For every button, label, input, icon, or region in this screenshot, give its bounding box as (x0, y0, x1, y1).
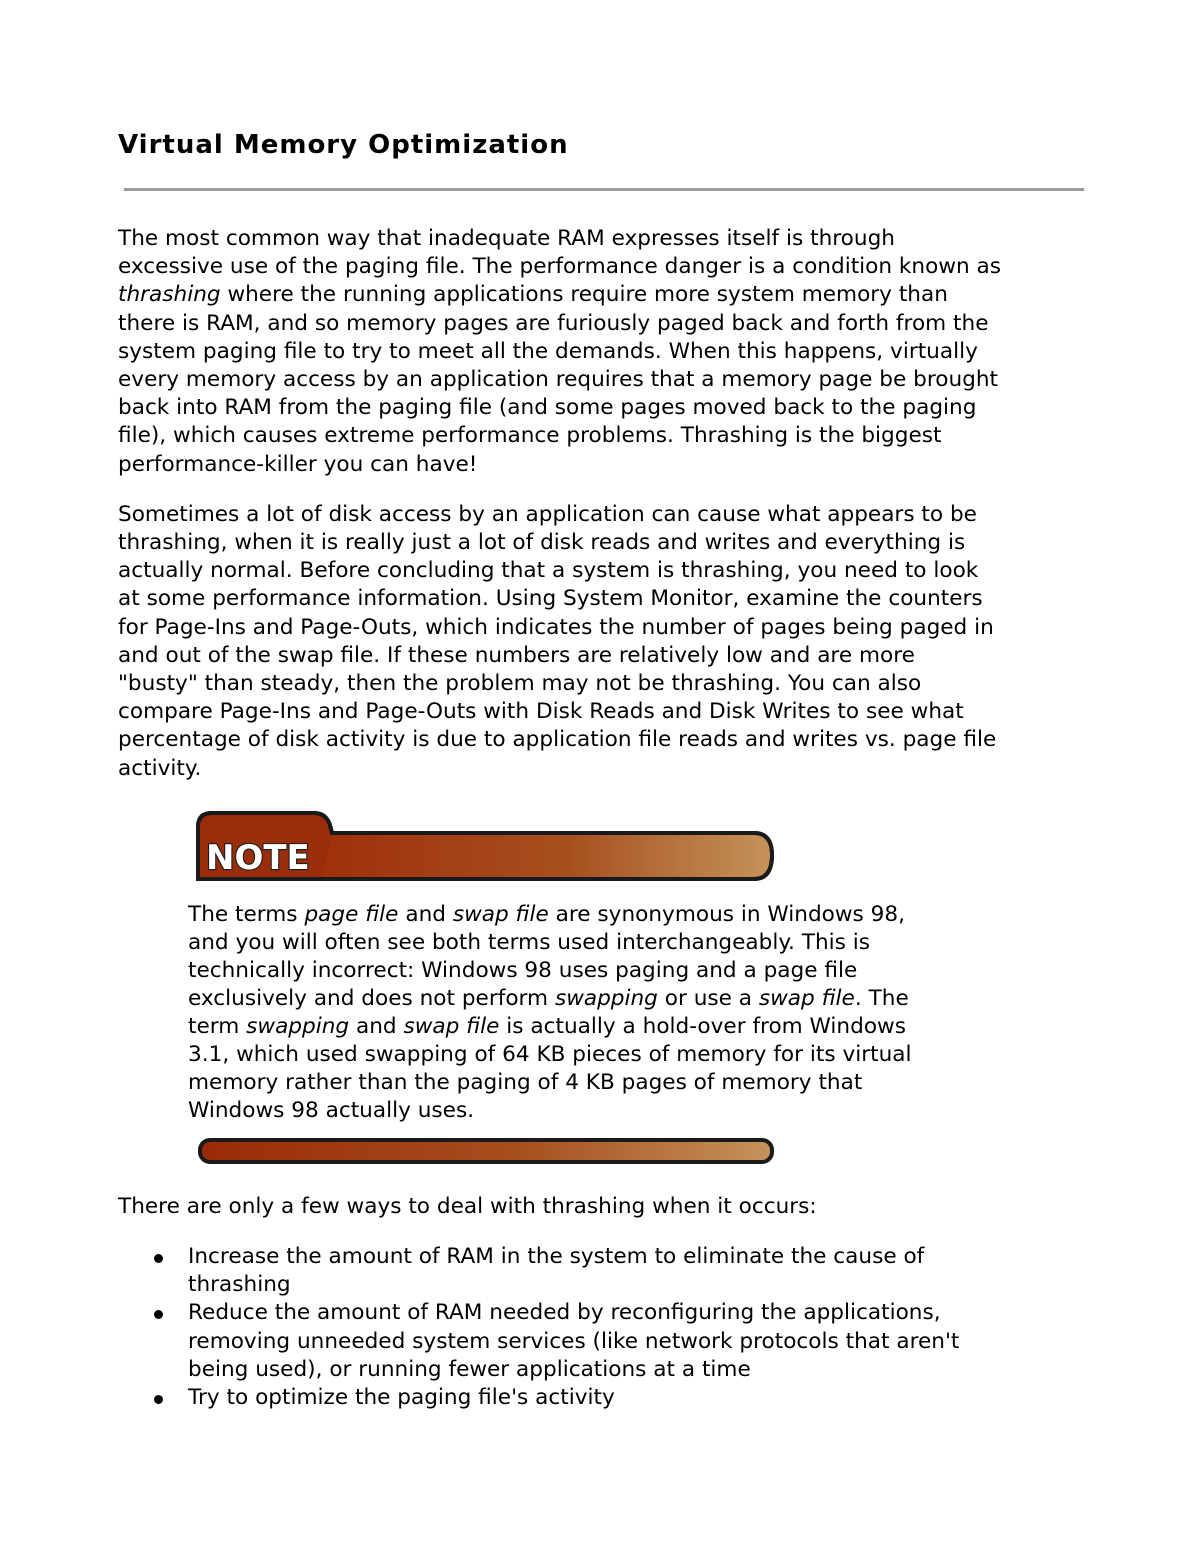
text-run: is actually a hold-over from Windows (499, 1013, 906, 1039)
text-run: where the running applications require more system memory than (220, 282, 948, 308)
italic-term: swap file (758, 985, 855, 1011)
text-run: thrashing, when it is really just a lot of disk reads and writes and everything is (118, 530, 966, 556)
text-line (118, 557, 1088, 585)
text-run: and (349, 1013, 404, 1039)
text-run: performance-killer you can have! (118, 451, 478, 477)
text-run: back into RAM from the paging file (and some pages moved back to the paging (118, 395, 977, 421)
text-run: thrashing (188, 1272, 291, 1298)
paragraph-disk-access (118, 501, 1088, 783)
text-line (188, 901, 906, 929)
text-line (188, 1069, 863, 1097)
text-line (188, 1013, 906, 1041)
text-line (118, 281, 1088, 309)
text-line (118, 310, 1088, 338)
text-run: and out of the swap file. If these numbers are relatively low and are more (118, 642, 915, 668)
italic-term: page file (304, 901, 399, 927)
text-line (118, 585, 1088, 613)
text-line (118, 726, 1088, 754)
bullet-dot-icon (154, 1254, 163, 1263)
list-item (188, 1299, 1088, 1384)
text-line (118, 529, 1088, 557)
text-line (118, 670, 1088, 698)
list-item (188, 1243, 1088, 1299)
bullet-dot-icon (154, 1395, 163, 1404)
text-line (188, 1328, 1088, 1356)
text-line (118, 698, 1088, 726)
text-line (188, 1271, 1088, 1299)
text-run: at some performance information. Using System Monitor, examine the counters (118, 586, 983, 612)
text-run: Increase the amount of RAM in the system to eliminate the cause of (188, 1244, 925, 1270)
text-run: and you will often see both terms used interchangeably. This is (188, 929, 871, 955)
text-line (188, 1356, 1088, 1384)
document-page (118, 122, 1088, 1412)
text-run: term (188, 1013, 247, 1039)
text-run: activity. (118, 755, 202, 781)
text-line (118, 1193, 1088, 1221)
note-box (188, 809, 912, 1167)
note-text (188, 901, 912, 1125)
text-run: Windows 98 actually uses. (188, 1097, 475, 1123)
text-run: percentage of disk activity is due to application file reads and writes vs. page file (118, 727, 997, 753)
text-run: removing unneeded system services (like network protocols that aren't (188, 1328, 960, 1354)
text-line (188, 1243, 1088, 1271)
text-run: actually normal. Before concluding that a system is thrashing, you need to look (118, 558, 979, 584)
text-line (118, 338, 1088, 366)
paragraph-thrashing-intro (118, 225, 1088, 479)
text-run: Reduce the amount of RAM needed by reconfiguring the applications, (188, 1300, 941, 1326)
text-line (188, 929, 871, 957)
text-run: there is RAM, and so memory pages are furiously paged back and forth from the (118, 310, 989, 336)
text-run: every memory access by an application requires that a memory page be brought (118, 367, 998, 393)
paragraph-ways-intro (118, 1193, 1088, 1221)
text-run: are synonymous in Windows 98, (548, 901, 906, 927)
text-run: memory rather than the paging of 4 KB pages of memory that (188, 1069, 863, 1095)
italic-term: swapping (246, 1013, 350, 1039)
italic-term: swap file (403, 1013, 500, 1039)
text-run: or use a (657, 985, 759, 1011)
italic-term: thrashing (118, 282, 221, 308)
text-line (118, 501, 1088, 529)
text-line (188, 1299, 1088, 1327)
text-line (118, 225, 1088, 253)
bullet-list (118, 1243, 1088, 1412)
text-run: compare Page-Ins and Page-Outs with Disk Reads and Disk Writes to see what (118, 699, 964, 725)
text-line (118, 366, 1088, 394)
text-line (118, 614, 1088, 642)
text-run: exclusively and does not perform (188, 985, 555, 1011)
note-bottom-bar (198, 1137, 778, 1167)
text-run: Sometimes a lot of disk access by an application can cause what appears to be (118, 501, 977, 527)
text-line (188, 1041, 912, 1069)
title-divider (124, 188, 1084, 191)
text-run: file), which causes extreme performance problems. Thrashing is the biggest (118, 423, 942, 449)
text-line (118, 422, 1088, 450)
text-run: . The (854, 985, 909, 1011)
text-run: being used), or running fewer applications at a time (188, 1356, 751, 1382)
text-line (188, 985, 909, 1013)
text-line (118, 642, 1088, 670)
bullet-dot-icon (154, 1310, 163, 1319)
text-run: and (398, 901, 453, 927)
text-run: technically incorrect: Windows 98 uses paging and a page file (188, 957, 858, 983)
text-run: excessive use of the paging file. The performance danger is a condition known as (118, 254, 1002, 280)
text-run: "busty" than steady, then the problem may not be thrashing. You can also (118, 671, 922, 697)
text-run: for Page-Ins and Page-Outs, which indicates the number of pages being paged in (118, 614, 994, 640)
text-line (118, 755, 1088, 783)
text-line (118, 253, 1088, 281)
text-run: system paging file to try to meet all the demands. When this happens, virtually (118, 338, 978, 364)
text-run: The most common way that inadequate RAM expresses itself is through (118, 226, 895, 251)
text-run: 3.1, which used swapping of 64 KB pieces of memory for its virtual (188, 1041, 912, 1067)
note-label: NOTE (206, 837, 310, 878)
text-line (118, 451, 1088, 479)
italic-term: swap file (452, 901, 549, 927)
text-line (118, 394, 1088, 422)
text-line (188, 1097, 782, 1125)
text-line (188, 1384, 1088, 1412)
page-title: Virtual Memory Optimization (118, 130, 569, 160)
text-line (188, 957, 858, 985)
text-run: Try to optimize the paging file's activity (188, 1385, 615, 1411)
list-item (188, 1384, 1088, 1412)
note-banner (192, 809, 776, 885)
text-run: The terms (188, 901, 305, 927)
text-run: There are only a few ways to deal with thrashing when it occurs: (118, 1193, 817, 1219)
italic-term: swapping (554, 985, 658, 1011)
